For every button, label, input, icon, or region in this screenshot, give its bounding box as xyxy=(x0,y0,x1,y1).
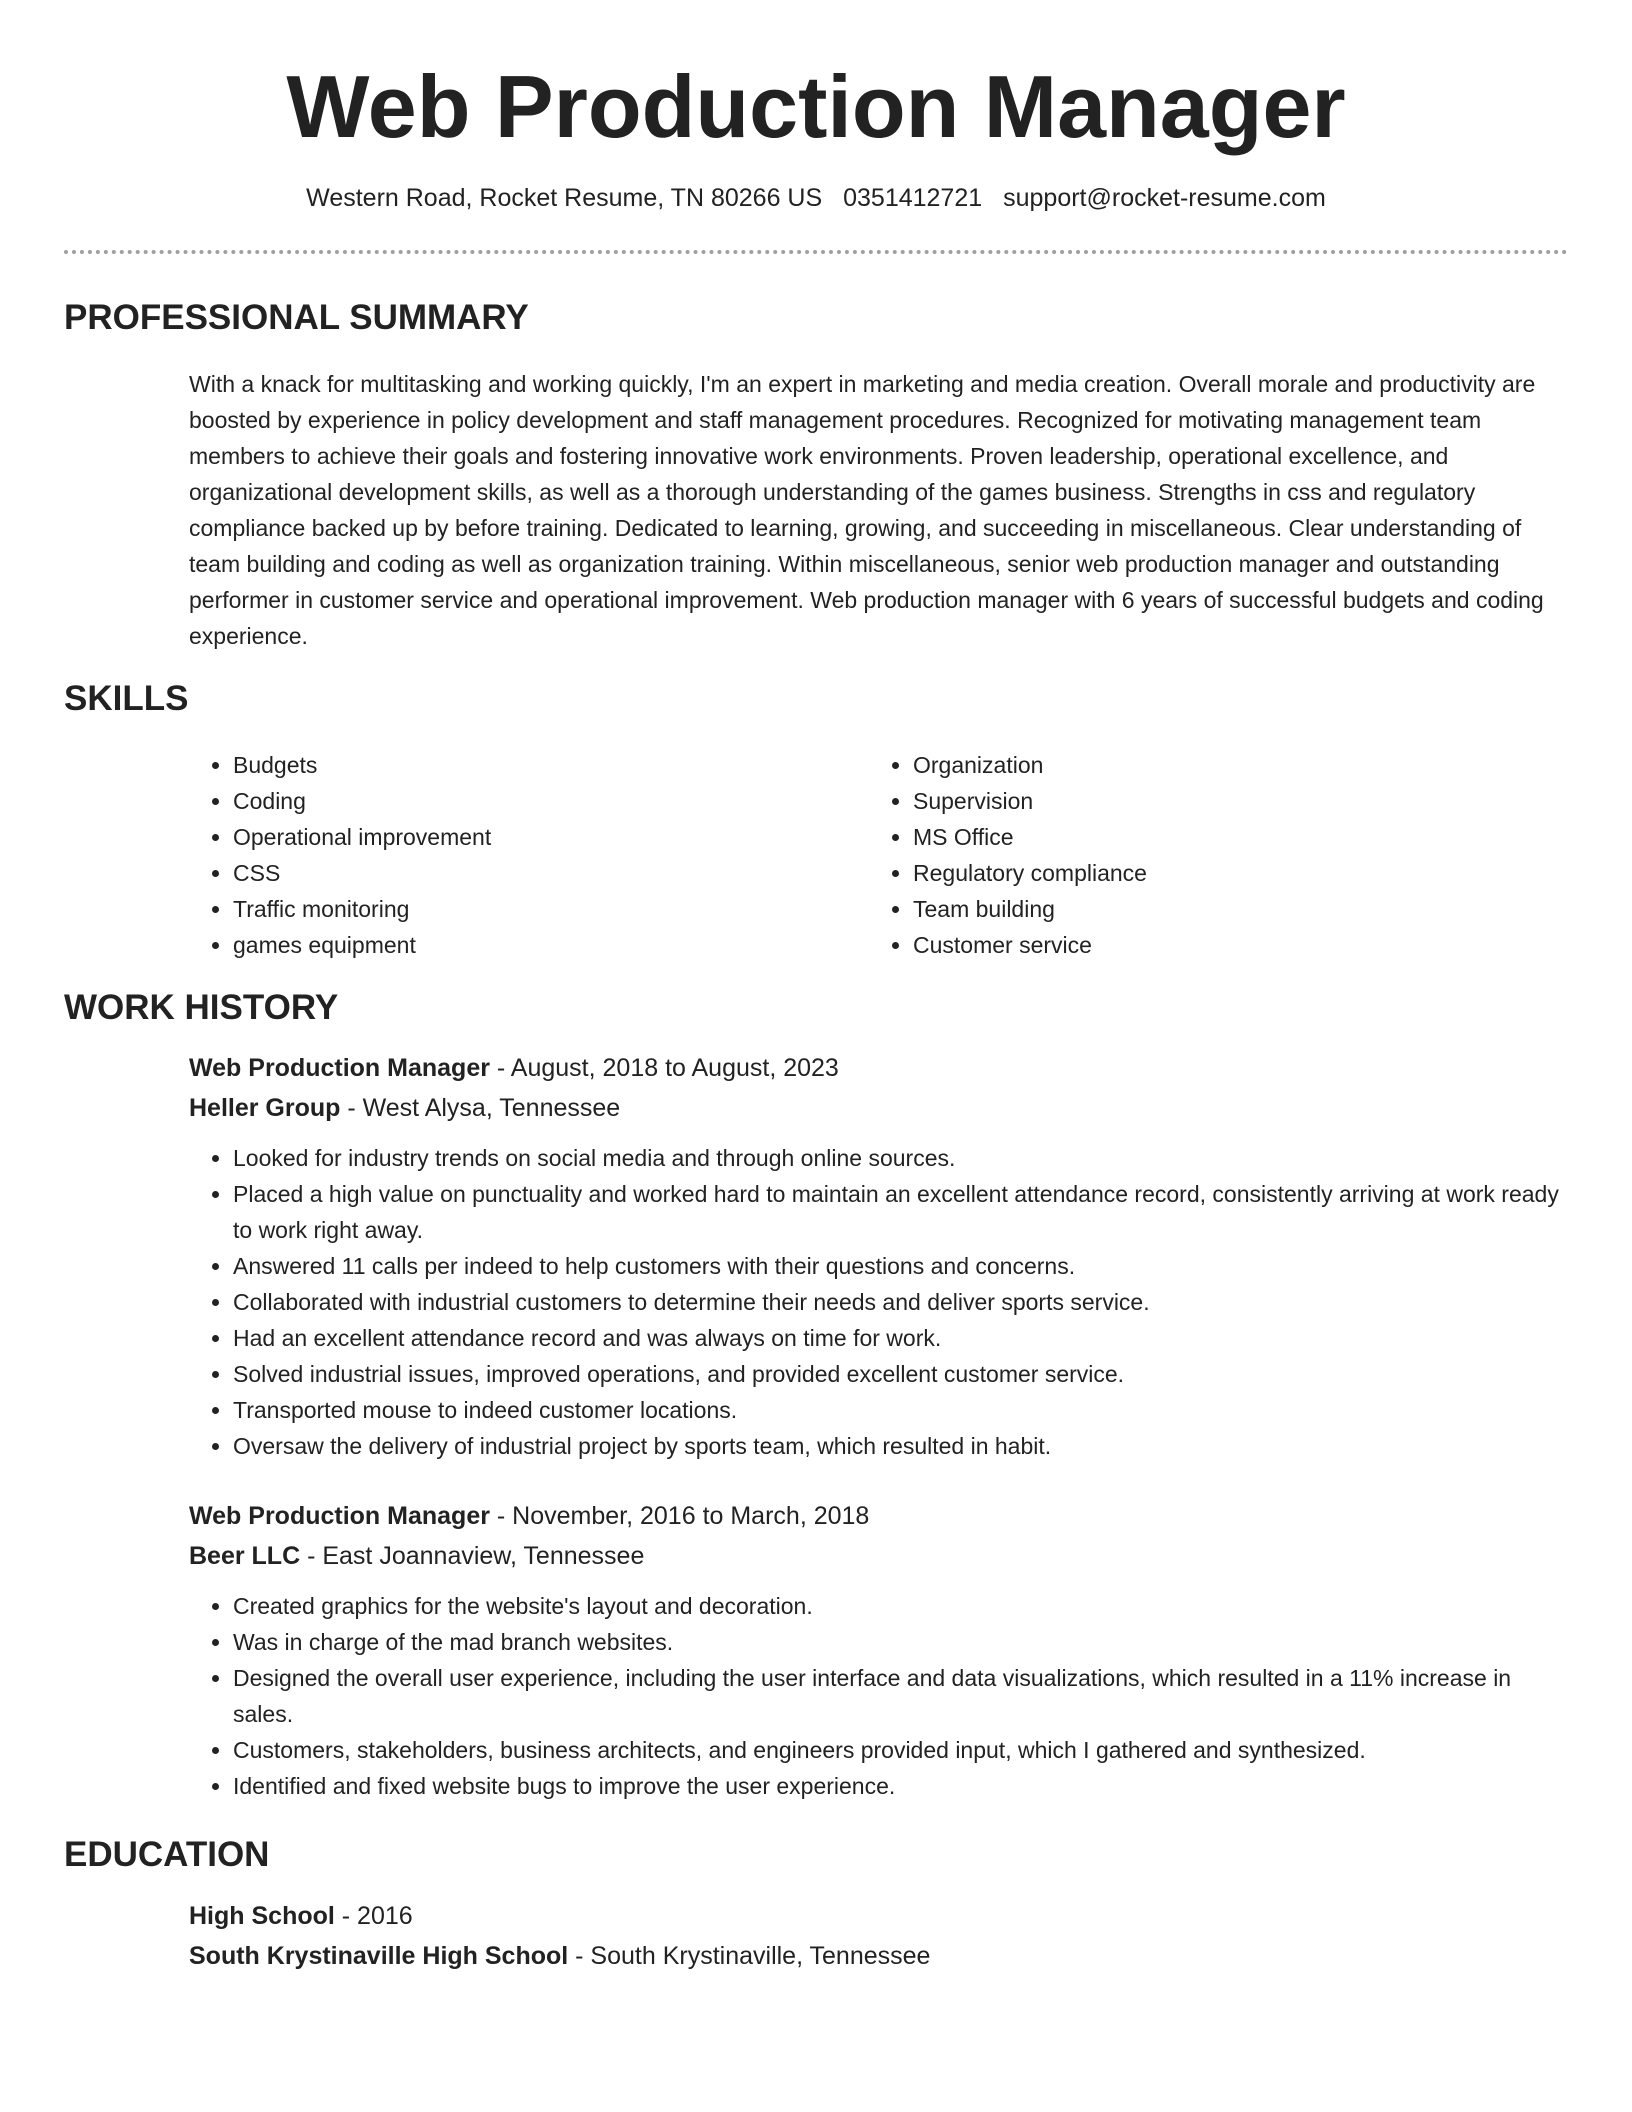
education-school-line xyxy=(189,1936,1569,1976)
job-entry xyxy=(189,1496,1569,1804)
job-bullet: • Solved industrial issues, improved operations, and provided excellent customer service. xyxy=(233,1356,1569,1392)
work-history-heading: WORK HISTORY xyxy=(64,988,339,1027)
job-title-line xyxy=(189,1048,1569,1088)
job-bullet: • Collaborated with industrial customers to determine their needs and deliver sports service. xyxy=(233,1284,1569,1320)
job-bullet: • Customers, stakeholders, business architects, and engineers provided input, which I gathered and synthesized. xyxy=(233,1732,1569,1768)
job-company-line xyxy=(189,1536,1569,1576)
job-title-line xyxy=(189,1496,1569,1536)
job-role: Web Production Manager xyxy=(189,1054,490,1082)
skill-item: • Budgets xyxy=(233,747,869,783)
job-bullet: • Was in charge of the mad branch websites. xyxy=(233,1624,1569,1660)
job-company-line xyxy=(189,1088,1569,1128)
job-bullet: • Looked for industry trends on social media and through online sources. xyxy=(233,1140,1569,1176)
contact-phone: 0351412721 xyxy=(843,184,983,212)
skills-column-left xyxy=(189,747,869,963)
job-role: Web Production Manager xyxy=(189,1502,490,1530)
education-school: South Krystinaville High School xyxy=(189,1942,569,1970)
resume-name: Web Production Manager xyxy=(286,57,1346,156)
job-location: - West Alysa, Tennessee xyxy=(340,1094,621,1122)
job-bullet: • Oversaw the delivery of industrial project by sports team, which resulted in habit. xyxy=(233,1428,1569,1464)
skill-item: • Regulatory compliance xyxy=(913,855,1549,891)
job-location: - East Joannaview, Tennessee xyxy=(300,1542,645,1570)
job-bullet: • Transported mouse to indeed customer locations. xyxy=(233,1392,1569,1428)
skill-item: • Customer service xyxy=(913,927,1549,963)
job-bullet: • Created graphics for the website's layout and decoration. xyxy=(233,1588,1569,1624)
job-company: Beer LLC xyxy=(189,1542,301,1570)
skill-item: • Coding xyxy=(233,783,869,819)
job-bullet: • Identified and fixed website bugs to improve the user experience. xyxy=(233,1768,1569,1804)
contact-address: Western Road, Rocket Resume, TN 80266 US xyxy=(306,184,823,212)
job-bullets xyxy=(189,1140,1569,1464)
skill-item: • games equipment xyxy=(233,927,869,963)
job-bullets xyxy=(189,1588,1569,1804)
skills-column-right xyxy=(869,747,1549,963)
skill-item: • Team building xyxy=(913,891,1549,927)
skill-item: • Operational improvement xyxy=(233,819,869,855)
education-degree-line xyxy=(189,1896,1569,1936)
skill-item: • CSS xyxy=(233,855,869,891)
summary-heading: PROFESSIONAL SUMMARY xyxy=(64,298,529,337)
job-dates: - November, 2016 to March, 2018 xyxy=(489,1502,870,1530)
education-entry xyxy=(189,1896,1569,1976)
education-degree: High School xyxy=(189,1902,335,1930)
contact-email: support@rocket-resume.com xyxy=(1003,184,1326,212)
skill-item: • MS Office xyxy=(913,819,1549,855)
skills-heading: SKILLS xyxy=(64,679,189,718)
education-heading: EDUCATION xyxy=(64,1835,270,1874)
skill-item: • Traffic monitoring xyxy=(233,891,869,927)
summary-text: With a knack for multitasking and working quickly, I'm an expert in marketing and media creation. Overall morale and productivity are boosted by experience in policy development and staff management procedures. Recognized for motivating management team members to achieve their goals and fostering innovative work environments. Proven leadership, operational excellence, and organizational development skills, as well as a thorough understanding of the games business. Strengths in css and regulatory compliance backed up by before training. Dedicated to learning, growing, and succeeding in miscellaneous. Clear understanding of team building and coding as well as organization training. Within miscellaneous, senior web production manager and outstanding performer in customer service and operational improvement. Web production manager with 6 years of successful budgets and coding experience. xyxy=(189,371,1544,649)
education-location: - South Krystinaville, Tennessee xyxy=(568,1942,931,1970)
job-bullet: • Placed a high value on punctuality and worked hard to maintain an excellent attendance record, consistently arriving at work ready to work right away. xyxy=(233,1176,1569,1248)
contact-line xyxy=(0,180,1632,216)
job-company: Heller Group xyxy=(189,1094,341,1122)
skill-item: • Supervision xyxy=(913,783,1549,819)
job-dates: - August, 2018 to August, 2023 xyxy=(489,1054,839,1082)
job-bullet: • Had an excellent attendance record and was always on time for work. xyxy=(233,1320,1569,1356)
skills-list xyxy=(189,747,1569,963)
skill-item: • Organization xyxy=(913,747,1549,783)
header-divider xyxy=(64,250,1568,254)
job-bullet: • Designed the overall user experience, including the user interface and data visualizations, which resulted in a 11% increase in sales. xyxy=(233,1660,1569,1732)
job-entry xyxy=(189,1048,1569,1464)
job-bullet: • Answered 11 calls per indeed to help customers with their questions and concerns. xyxy=(233,1248,1569,1284)
education-year: - 2016 xyxy=(334,1902,413,1930)
